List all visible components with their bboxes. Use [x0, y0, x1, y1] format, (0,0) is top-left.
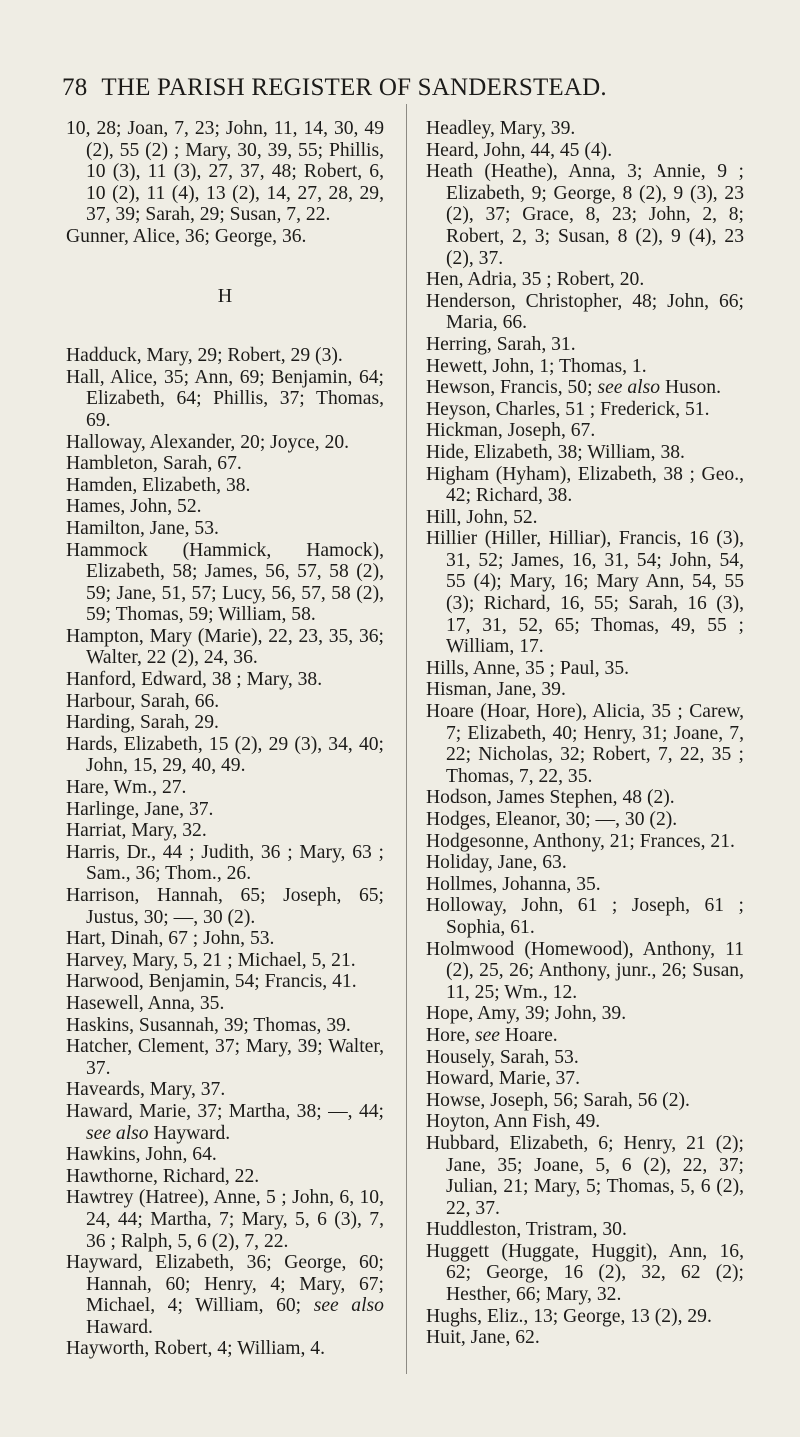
entry-text: Hodgesonne, Anthony, 21; Frances, 21.	[426, 830, 735, 852]
entry-text: Hill, John, 52.	[426, 506, 538, 528]
entry-text: Hart, Dinah, 67 ; John, 53.	[66, 928, 275, 950]
index-entry	[426, 658, 744, 680]
entry-text: Hambleton, Sarah, 67.	[66, 453, 242, 475]
entry-text: Harvey, Mary, 5, 21 ; Michael, 5, 21.	[66, 949, 356, 971]
index-entry	[426, 377, 744, 399]
right-column	[426, 118, 744, 1349]
entry-text: Holiday, Jane, 63.	[426, 852, 567, 874]
entry-text: Harwood, Benjamin, 54; Francis, 41.	[66, 971, 357, 993]
entry-text: Huit, Jane, 62.	[426, 1327, 540, 1349]
entry-text: Hodges, Eleanor, 30; —, 30 (2).	[426, 809, 678, 830]
index-entry	[426, 679, 744, 701]
index-entry	[426, 852, 744, 874]
index-entry	[426, 1025, 744, 1047]
index-entry	[426, 420, 744, 442]
entry-text: Harbour, Sarah, 66.	[66, 690, 220, 712]
see-also-note: see also	[597, 377, 661, 399]
index-entry	[426, 701, 744, 787]
page-header	[62, 74, 702, 102]
cross-reference: Hayward.	[153, 1122, 231, 1144]
entry-text: Harlinge, Jane, 37.	[66, 798, 214, 820]
entry-text: Hayworth, Robert, 4; William, 4.	[66, 1338, 325, 1360]
index-entry	[66, 950, 384, 972]
index-entry	[426, 269, 744, 291]
entry-text: Hawkins, John, 64.	[66, 1144, 217, 1166]
index-entry	[66, 1338, 384, 1360]
entry-text: Howse, Joseph, 56; Sarah, 56 (2).	[426, 1089, 690, 1111]
index-entry	[66, 1101, 384, 1144]
entry-text: Hisman, Jane, 39.	[426, 679, 566, 701]
entry-text: Hall, Alice, 35; Ann, 69; Benjamin, 64; Elizabeth, 64; Phillis, 37; Thomas, 69.	[66, 366, 384, 431]
index-entry	[66, 1166, 384, 1188]
entry-text: Hillier (Hiller, Hilliar), Francis, 16 (3), 31, 52; James, 16, 31, 54; John, 54, 55 (4); Mary, 16; Mary Ann, 54, 55 (3); Richard, 16, 55; Sarah, 16 (3), 17, 31, 52, 65; Thomas, 49, 55 ; William, 17.	[426, 528, 744, 658]
entry-text: Heyson, Charles, 51 ; Frederick, 51.	[426, 398, 710, 420]
index-entry	[426, 334, 744, 356]
index-entry	[426, 442, 744, 464]
entry-text: 10, 28; Joan, 7, 23; John, 11, 14, 30, 49 (2), 55 (2) ; Mary, 30, 39, 55; Phillis, 10 (3), 11 (3), 27, 37, 48; Robert, 6, 10 (2), 11 (4), 13 (2), 14, 27, 28, 29, 37, 39; Sarah, 29; Susan, 7, 22.	[66, 118, 384, 226]
entry-text: Housely, Sarah, 53.	[426, 1046, 579, 1068]
entry-text: Hope, Amy, 39; John, 39.	[426, 1003, 627, 1025]
entry-text: Hills, Anne, 35 ; Paul, 35.	[426, 657, 630, 679]
entry-text: Hadduck, Mary, 29; Robert, 29 (3).	[66, 345, 343, 367]
entry-text: Haward, Marie, 37; Martha, 38; —, 44;	[66, 1100, 384, 1122]
entry-text: Hayward, Elizabeth, 36; George, 60; Hannah, 60; Henry, 4; Mary, 67; Michael, 4; William, 60;	[66, 1252, 384, 1317]
cross-reference: Haward.	[86, 1316, 153, 1338]
index-entry	[426, 1306, 744, 1328]
index-entry	[66, 475, 384, 497]
index-entry	[66, 669, 384, 691]
index-entry	[66, 1079, 384, 1101]
entry-text: Heath (Heathe), Anna, 3; Annie, 9 ; Elizabeth, 9; George, 8 (2), 9 (3), 23 (2), 37; Grace, 8, 23; John, 2, 8; Robert, 2, 3; Susan, 8 (2), 9 (4), 23 (2), 37.	[426, 161, 744, 269]
index-entry	[426, 1047, 744, 1069]
index-entry	[66, 928, 384, 950]
index-entry	[426, 161, 744, 269]
left-column	[66, 118, 384, 1360]
index-entry	[426, 1090, 744, 1112]
index-entry	[66, 842, 384, 885]
index-entry	[426, 831, 744, 853]
index-entry	[66, 540, 384, 626]
index-entry	[426, 528, 744, 658]
index-entry	[66, 432, 384, 454]
entry-text: Hasewell, Anna, 35.	[66, 992, 225, 1014]
entry-text: Hatcher, Clement, 37; Mary, 39; Walter, 37.	[66, 1036, 384, 1079]
entry-text: Huggett (Huggate, Huggit), Ann, 16, 62; George, 16 (2), 32, 62 (2); Hesther, 66; Mary, 32.	[426, 1240, 744, 1306]
entry-text: Harrison, Hannah, 65; Joseph, 65; Justus, 30; —, 30 (2).	[66, 885, 384, 928]
column-divider	[406, 104, 407, 1374]
entry-text: Hards, Elizabeth, 15 (2), 29 (3), 34, 40; John, 15, 29, 40, 49.	[66, 733, 384, 777]
entry-text: Hodson, James Stephen, 48 (2).	[426, 787, 675, 809]
index-entry	[66, 626, 384, 669]
index-entry	[66, 496, 384, 518]
index-entry	[426, 140, 744, 162]
entry-text: Hanford, Edward, 38 ; Mary, 38.	[66, 669, 323, 691]
index-entry	[66, 367, 384, 432]
index-entry	[66, 518, 384, 540]
index-entry	[66, 226, 384, 248]
index-entry	[66, 1144, 384, 1166]
index-entry	[66, 1015, 384, 1037]
entry-text: Hen, Adria, 35 ; Robert, 20.	[426, 269, 645, 291]
index-entry	[66, 118, 384, 226]
entry-text: Hoyton, Ann Fish, 49.	[426, 1111, 601, 1133]
index-entry	[66, 345, 384, 367]
entry-text: Hubbard, Elizabeth, 6; Henry, 21 (2); Jane, 35; Joane, 5, 6 (2), 22, 37; Julian, 21; Mary, 5; Thomas, 5, 6 (2), 22, 37.	[426, 1132, 744, 1219]
entry-text: Holloway, John, 61 ; Joseph, 61 ; Sophia, 61.	[426, 895, 744, 938]
index-entry	[426, 291, 744, 334]
entry-text: Harriat, Mary, 32.	[66, 820, 207, 842]
page-title: THE PARISH REGISTER OF SANDERSTEAD.	[101, 74, 607, 101]
entry-text: Hewson, Francis, 50;	[426, 377, 593, 399]
index-entry	[66, 691, 384, 713]
index-entry	[426, 895, 744, 938]
index-entry	[426, 1219, 744, 1241]
index-entry	[426, 464, 744, 507]
index-entry	[426, 118, 744, 140]
entry-text: Hampton, Mary (Marie), 22, 23, 35, 36; Walter, 22 (2), 24, 36.	[66, 625, 384, 669]
page-number: 78	[62, 74, 88, 101]
entry-text: Higham (Hyham), Elizabeth, 38 ; Geo., 42; Richard, 38.	[426, 463, 744, 507]
entry-text: Gunner, Alice, 36; George, 36.	[66, 225, 307, 247]
index-entry	[66, 799, 384, 821]
section-letter: H	[217, 284, 233, 307]
entry-text: Hewett, John, 1; Thomas, 1.	[426, 355, 647, 377]
index-entry	[426, 1068, 744, 1090]
entry-text: Halloway, Alexander, 20; Joyce, 20.	[66, 431, 350, 453]
entry-text: Hughs, Eliz., 13; George, 13 (2), 29.	[426, 1305, 712, 1327]
index-entry	[426, 1133, 744, 1219]
index-entry	[426, 1003, 744, 1025]
entry-text: Haskins, Susannah, 39; Thomas, 39.	[66, 1014, 351, 1036]
index-entry	[426, 939, 744, 1004]
entry-text: Herring, Sarah, 31.	[426, 333, 576, 355]
index-entry	[66, 712, 384, 734]
index-entry	[426, 874, 744, 896]
entry-text: Hammock (Hammick, Hamock), Elizabeth, 58; James, 56, 57, 58 (2), 59; Jane, 51, 57; Lucy, 56, 57, 58 (2), 59; Thomas, 59; William, 58.	[66, 539, 384, 626]
entry-text: Hoare (Hoar, Hore), Alicia, 35 ; Carew, 7; Elizabeth, 40; Henry, 31; Joane, 7, 22; Nicholas, 32; Robert, 7, 22, 35 ; Thomas, 7, 22, 35.	[426, 701, 744, 787]
index-entry	[426, 809, 744, 831]
entry-text: Hare, Wm., 27.	[66, 777, 187, 799]
index-entry	[66, 1036, 384, 1079]
entry-text: Hide, Elizabeth, 38; William, 38.	[426, 441, 685, 463]
see-also-note: see also	[86, 1122, 149, 1144]
index-entry	[66, 820, 384, 842]
index-entry	[66, 453, 384, 475]
entry-text: Hore,	[426, 1024, 471, 1046]
entry-text: Huddleston, Tristram, 30.	[426, 1219, 627, 1241]
entry-text: Haveards, Mary, 37.	[66, 1079, 226, 1101]
index-entry	[426, 507, 744, 529]
see-also-note: see	[474, 1024, 501, 1046]
index-entry	[426, 1241, 744, 1306]
entry-text: Heard, John, 44, 45 (4).	[426, 139, 613, 161]
index-entry	[426, 1327, 744, 1349]
entry-text: Harris, Dr., 44 ; Judith, 36 ; Mary, 63 ; Sam., 36; Thom., 26.	[66, 841, 384, 885]
index-entry	[426, 356, 744, 378]
entry-text: Harding, Sarah, 29.	[66, 712, 219, 734]
entry-text: Hames, John, 52.	[66, 496, 202, 518]
entry-text: Hawthorne, Richard, 22.	[66, 1165, 260, 1187]
index-entry	[426, 399, 744, 421]
index-entry	[426, 787, 744, 809]
entry-text: Howard, Marie, 37.	[426, 1068, 580, 1090]
index-entry	[66, 777, 384, 799]
index-entry	[66, 734, 384, 777]
entry-text: Headley, Mary, 39.	[426, 118, 576, 139]
index-entry	[66, 1187, 384, 1252]
index-entry	[66, 885, 384, 928]
index-entry	[426, 1111, 744, 1133]
entry-text: Hamden, Elizabeth, 38.	[66, 474, 251, 496]
entry-text: Hickman, Joseph, 67.	[426, 420, 596, 442]
see-also-note: see also	[313, 1295, 384, 1317]
cross-reference: Hoare.	[504, 1024, 558, 1046]
index-entry	[66, 1252, 384, 1338]
entry-text: Holmwood (Homewood), Anthony, 11 (2), 25, 26; Anthony, junr., 26; Susan, 11, 25; Wm., 12.	[426, 938, 744, 1003]
entry-text: Hollmes, Johanna, 35.	[426, 873, 601, 895]
entry-text: Hamilton, Jane, 53.	[66, 517, 219, 539]
entry-text: Henderson, Christopher, 48; John, 66; Maria, 66.	[426, 290, 744, 334]
entry-text: Hawtrey (Hatree), Anne, 5 ; John, 6, 10, 24, 44; Martha, 7; Mary, 5, 6 (3), 7, 36 ; Ralph, 5, 6 (2), 7, 22.	[66, 1187, 384, 1252]
index-entry	[66, 993, 384, 1015]
index-entry	[66, 971, 384, 993]
cross-reference: Huson.	[664, 377, 722, 399]
